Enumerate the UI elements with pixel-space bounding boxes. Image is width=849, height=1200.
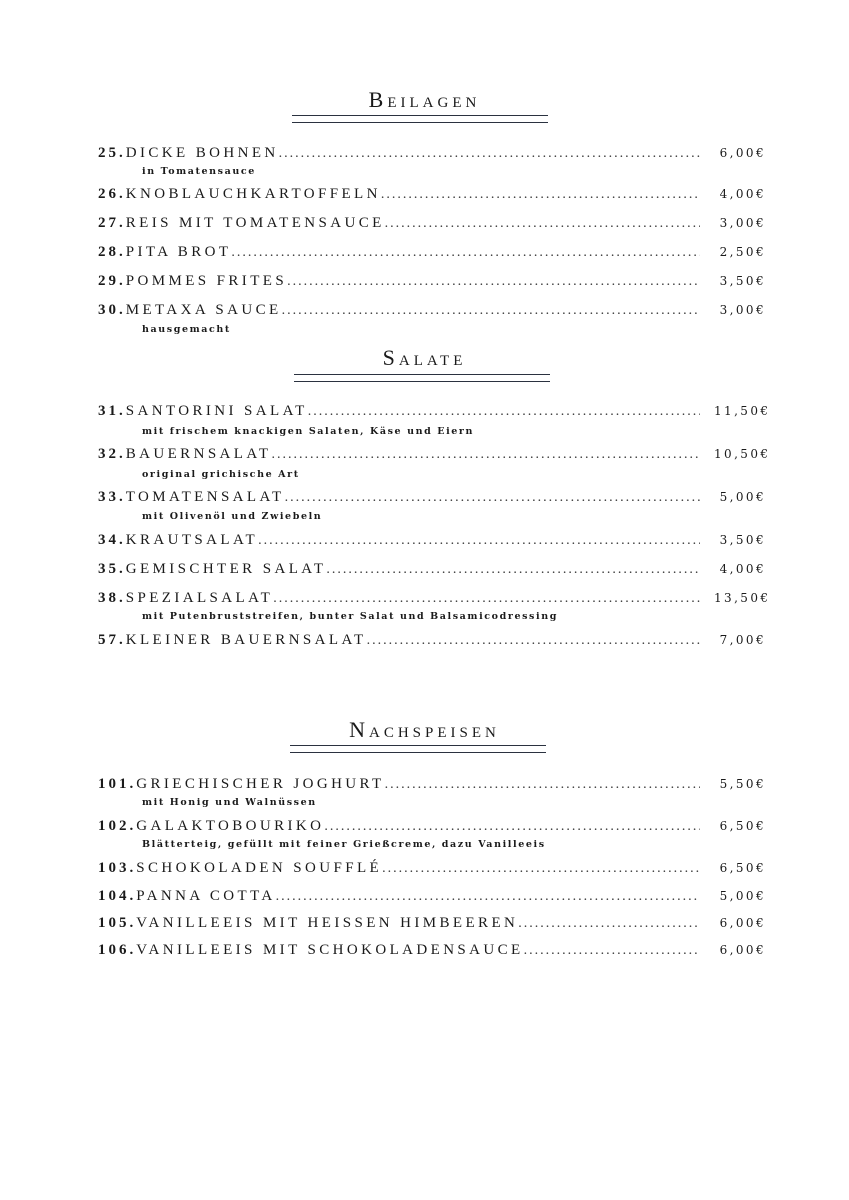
- menu-item: [98, 590, 771, 610]
- item-name: VANILLEEIS MIT SCHOKOLADENSAUCE: [136, 942, 524, 958]
- menu-item: [98, 446, 771, 466]
- item-price: 4,00€: [719, 187, 766, 201]
- item-number: 30.: [98, 302, 126, 318]
- dot-leader: [326, 562, 700, 578]
- dot-leader: [385, 777, 700, 793]
- dot-leader: [324, 819, 700, 835]
- item-price: 13,50€: [714, 591, 771, 605]
- menu-item: [98, 489, 766, 509]
- item-price: 5,00€: [719, 490, 766, 504]
- item-number: 26.: [98, 186, 126, 202]
- menu-item: [98, 818, 766, 838]
- item-number: 29.: [98, 273, 126, 289]
- item-name: PANNA COTTA: [136, 888, 276, 904]
- dot-leader: [273, 591, 700, 607]
- item-number: 35.: [98, 561, 126, 577]
- item-number: 102.: [98, 818, 137, 834]
- dot-leader: [231, 245, 700, 261]
- item-number: 105.: [98, 915, 137, 931]
- item-price: 3,00€: [719, 216, 766, 230]
- item-name: DICKE BOHNEN: [125, 145, 279, 161]
- item-name: KNOBLAUCHKARTOFFELN: [125, 186, 381, 202]
- item-number: 104.: [98, 888, 137, 904]
- section-divider: [294, 374, 550, 382]
- item-number: 106.: [98, 942, 137, 958]
- item-price: 6,50€: [719, 819, 766, 833]
- item-name: TOMATENSALAT: [125, 489, 285, 505]
- item-price: 3,50€: [719, 533, 766, 547]
- menu-item: [98, 915, 766, 935]
- dot-leader: [276, 889, 700, 905]
- section-title-salate: Salate: [382, 345, 467, 370]
- dot-leader: [382, 861, 700, 877]
- item-name: KLEINER BAUERNSALAT: [125, 632, 367, 648]
- dot-leader: [381, 187, 700, 203]
- item-name: SPEZIALSALAT: [125, 590, 274, 606]
- item-number: 25.: [98, 145, 126, 161]
- section-divider: [292, 115, 548, 123]
- item-price: 3,00€: [719, 303, 766, 317]
- item-price: 7,00€: [719, 633, 766, 647]
- item-number: 32.: [98, 446, 126, 462]
- item-name: SCHOKOLADEN SOUFFLÉ: [136, 860, 383, 876]
- dot-leader: [367, 633, 700, 649]
- dot-leader: [385, 216, 700, 232]
- item-number: 33.: [98, 489, 126, 505]
- item-number: 34.: [98, 532, 126, 548]
- menu-item: [98, 302, 766, 322]
- item-description: mit Olivenöl und Zwiebeln: [142, 511, 323, 522]
- item-number: 103.: [98, 860, 137, 876]
- item-name: KRAUTSALAT: [125, 532, 259, 548]
- item-name: GEMISCHTER SALAT: [125, 561, 327, 577]
- item-price: 3,50€: [719, 274, 766, 288]
- item-name: PITA BROT: [125, 244, 232, 260]
- menu-item: [98, 632, 766, 652]
- item-price: 5,50€: [719, 777, 766, 791]
- section-title-beilagen: Beilagen: [368, 87, 481, 112]
- menu-item: [98, 860, 766, 880]
- dot-leader: [258, 533, 700, 549]
- dot-leader: [308, 404, 700, 420]
- item-name: POMMES FRITES: [125, 273, 288, 289]
- item-number: 101.: [98, 776, 137, 792]
- item-description: mit Putenbruststreifen, bunter Salat und Balsamicodressing: [142, 611, 558, 622]
- dot-leader: [285, 490, 700, 506]
- item-number: 31.: [98, 403, 126, 419]
- section-title-nachspeisen: Nachspeisen: [349, 717, 500, 742]
- item-description: Blätterteig, gefüllt mit feiner Grießcreme, dazu Vanilleeis: [142, 839, 546, 850]
- menu-item: [98, 186, 766, 206]
- menu-item: [98, 776, 766, 796]
- item-price: 6,00€: [719, 943, 766, 957]
- item-price: 6,50€: [719, 861, 766, 875]
- dot-leader: [279, 146, 700, 162]
- menu-item: [98, 942, 766, 962]
- item-description: original grichische Art: [142, 469, 300, 480]
- item-name: BAUERNSALAT: [125, 446, 272, 462]
- menu-item: [98, 145, 766, 165]
- item-name: REIS MIT TOMATENSAUCE: [125, 215, 385, 231]
- dot-leader: [518, 916, 700, 932]
- section-divider: [290, 745, 546, 753]
- item-price: 10,50€: [714, 447, 771, 461]
- dot-leader: [524, 943, 700, 959]
- item-name: GRIECHISCHER JOGHURT: [136, 776, 385, 792]
- item-price: 2,50€: [719, 245, 766, 259]
- item-name: GALAKTOBOURIKO: [136, 818, 325, 834]
- menu-item: [98, 532, 766, 552]
- item-price: 6,00€: [719, 146, 766, 160]
- item-description: mit Honig und Walnüssen: [142, 797, 317, 808]
- menu-item: [98, 403, 771, 423]
- item-price: 5,00€: [719, 889, 766, 903]
- item-name: VANILLEEIS MIT HEISSEN HIMBEEREN: [136, 915, 519, 931]
- item-name: SANTORINI SALAT: [125, 403, 308, 419]
- menu-item: [98, 215, 766, 235]
- menu-item: [98, 273, 766, 293]
- item-number: 28.: [98, 244, 126, 260]
- menu-item: [98, 561, 766, 581]
- menu-item: [98, 244, 766, 264]
- item-price: 4,00€: [719, 562, 766, 576]
- item-price: 11,50€: [714, 404, 771, 418]
- dot-leader: [282, 303, 700, 319]
- dot-leader: [287, 274, 700, 290]
- item-number: 27.: [98, 215, 126, 231]
- item-description: hausgemacht: [142, 324, 231, 335]
- item-number: 38.: [98, 590, 126, 606]
- item-price: 6,00€: [719, 916, 766, 930]
- item-description: mit frischem knackigen Salaten, Käse und Eiern: [142, 426, 475, 437]
- item-description: in Tomatensauce: [142, 166, 256, 177]
- menu-item: [98, 888, 766, 908]
- item-number: 57.: [98, 632, 126, 648]
- item-name: METAXA SAUCE: [125, 302, 282, 318]
- dot-leader: [272, 447, 701, 463]
